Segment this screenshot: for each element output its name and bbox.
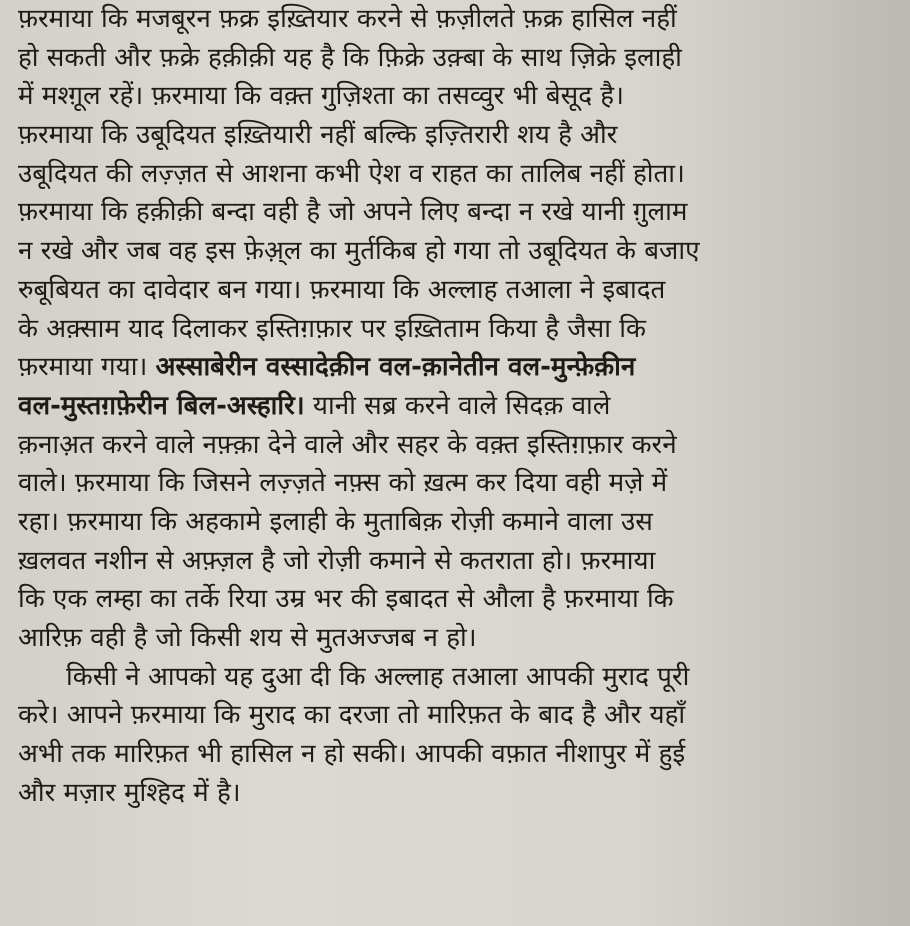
text-line: [18, 580, 898, 619]
text-segment: आरिफ़ वही है जो किसी शय से मुतअज्जब न हो।: [18, 623, 477, 653]
paragraph-start-line: [18, 658, 898, 697]
text-segment: के अक़्साम याद दिलाकर इस्तिग़फ़ार पर इख़्तिताम किया है जैसा कि: [18, 313, 646, 344]
text-segment: फ़रमाया गया।: [18, 352, 156, 383]
text-segment: किसी ने आपको यह दुआ दी कि अल्लाह तआला आपकी मुराद पूरी: [66, 661, 690, 692]
text-segment: हो सकती और फ़क्रे हक़ीक़ी यह है कि फ़िक्रे उक़्बा के साथ ज़िक्रे इलाही: [18, 42, 682, 73]
text-line: [18, 464, 898, 503]
text-segment: उबूदियत की लज़्ज़त से आशना कभी ऐश व राहत का तालिब नहीं होता।: [18, 158, 685, 189]
text-line: [18, 193, 898, 232]
text-line: [18, 39, 898, 78]
text-line: [18, 735, 898, 774]
text-segment: और मज़ार मुश्हिद में है।: [18, 777, 241, 808]
text-line: [18, 774, 898, 813]
text-line: [18, 696, 898, 735]
text-line: [18, 0, 898, 39]
text-segment: रहा। फ़रमाया कि अहकामे इलाही के मुताबिक़ रोज़ी कमाने वाला उस: [18, 506, 653, 537]
text-segment: फ़रमाया कि मजबूरन फ़क्र इख़्तियार करने से फ़ज़ीलते फ़क्र हासिल नहीं: [18, 4, 677, 34]
text-line: [18, 77, 898, 116]
text-segment: कि एक लम्हा का तर्के रिया उम्र भर की इबादत से औला है फ़रमाया कि: [18, 584, 674, 615]
text-segment: ख़लवत नशीन से अफ़्ज़ल है जो रोज़ी कमाने से कतराता हो। फ़रमाया: [18, 545, 656, 576]
text-line: [18, 503, 898, 542]
text-line: [18, 619, 898, 658]
bold-arabic-phrase: अस्साबेरीन वस्सादेक़ीन वल-क़ानेतीन वल-मुन्फ़ेक़ीन: [155, 352, 636, 383]
text-line: [18, 310, 898, 349]
text-segment: वाले। फ़रमाया कि जिसने लज़्ज़ते नफ़्स को ख़त्म कर दिया वही मज़े में: [18, 468, 668, 499]
text-segment: करे। आपने फ़रमाया कि मुराद का दरजा तो मारिफ़त के बाद है और यहाँ: [18, 700, 686, 731]
text-line: [18, 271, 898, 310]
text-line: [18, 116, 898, 155]
text-segment: फ़रमाया कि हक़ीक़ी बन्दा वही है जो अपने लिए बन्दा न रखे यानी ग़ुलाम: [18, 197, 688, 228]
text-segment: रुबूबियत का दावेदार बन गया। फ़रमाया कि अल्लाह तआला ने इबादत: [18, 274, 666, 305]
text-line: [18, 155, 898, 194]
text-segment: फ़रमाया कि उबूदियत इख़्तियारी नहीं बल्कि इज़्तिरारी शय है और: [18, 120, 618, 151]
text-segment: क़नाअ़त करने वाले नफ़्क़ा देने वाले और सहर के वक़्त इस्तिग़फ़ार करने: [18, 429, 677, 460]
bold-arabic-phrase: वल-मुस्तग़फ़ेरीन बिल-अस्हारि।: [18, 390, 305, 421]
text-line: [18, 542, 898, 581]
text-line: [18, 387, 898, 426]
text-segment: में मश्ग़ूल रहें। फ़रमाया कि वक़्त गुज़िश्ता का तसव्वुर भी बेसूद है।: [18, 81, 624, 112]
text-segment: न रखे और जब वह इस फ़ेअ़्ल का मुर्तकिब हो गया तो उबूदियत के बजाए: [18, 236, 700, 267]
text-line: [18, 426, 898, 465]
body-text: [18, 0, 898, 812]
text-segment: अभी तक मारिफ़त भी हासिल न हो सकी। आपकी वफ़ात नीशापुर में हुई: [18, 739, 686, 770]
text-segment: यानी सब्र करने वाले सिदक़ वाले: [304, 390, 611, 421]
text-line: [18, 232, 898, 271]
text-line: [18, 348, 898, 387]
